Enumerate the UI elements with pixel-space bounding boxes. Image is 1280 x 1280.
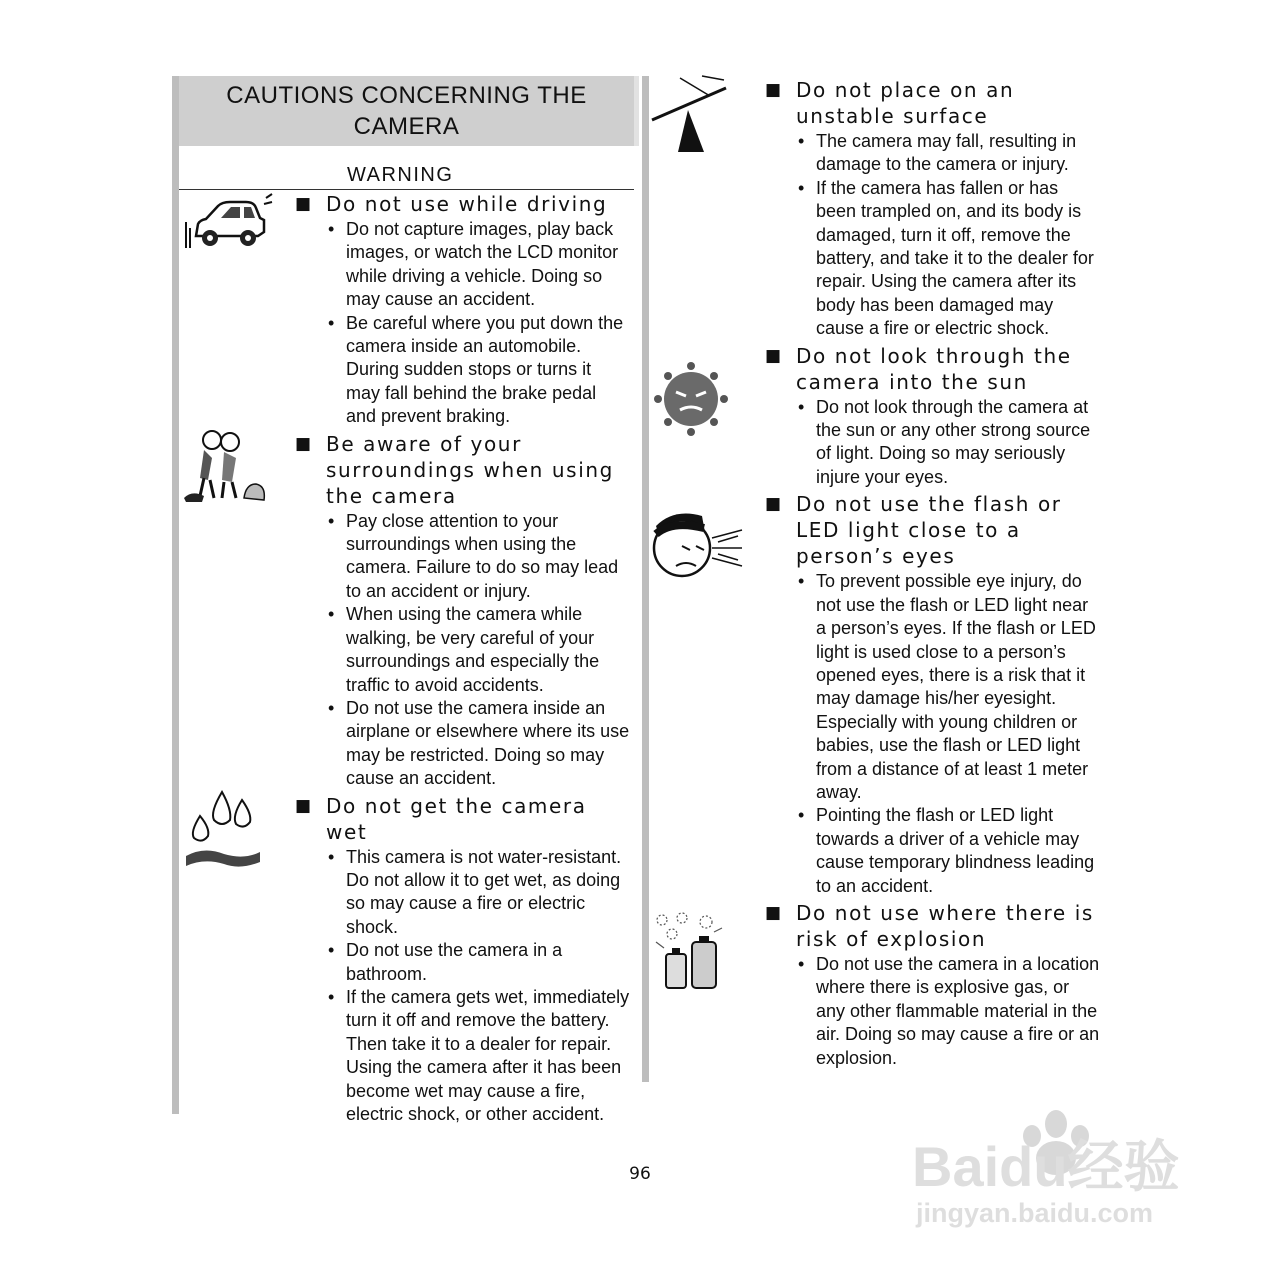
bullet-item: • Do not look through the camera at the sun or any other strong source of light. Doing so may seriously injure your eyes. [796, 396, 1102, 490]
baidu-watermark-logo [906, 1094, 1206, 1234]
bullet-item: • The camera may fall, resulting in damage to the camera or injury. [796, 130, 1102, 177]
page-title: CAUTIONS CONCERNING THE CAMERA [179, 76, 639, 146]
bullet-item: • To prevent possible eye injury, do not use the flash or LED light near a person’s eyes. If the flash or LED light is used close to a person’s opened eyes, there is a risk that it may damage his/her eyesight. Especially with young children or babies, use the flash or LED light from a distance of at least 1 meter away. [796, 570, 1102, 804]
seesaw-icon [650, 74, 730, 154]
sun-icon [654, 362, 728, 436]
section-heading: ■ Do not use while driving [295, 192, 608, 216]
bullet-item: • Do not capture images, play back images, or watch the LCD monitor while driving a vehicle. Doing so may cause an accident. [326, 218, 630, 312]
bullet-item: • When using the camera while walking, be very careful of your surroundings and especially the traffic to avoid accidents. [326, 603, 630, 697]
bullet-item: • Do not use the camera in a bathroom. [326, 939, 630, 986]
svg-text:jingyan.baidu.com: jingyan.baidu.com [916, 1198, 1154, 1228]
page-number: 96 [629, 1164, 651, 1184]
section-heading: ■ Be aware of your surroundings when using the camera [295, 431, 614, 508]
middle-column-bar [642, 76, 649, 1082]
section-heading: ■ Do not use where there is risk of explosion [765, 900, 1094, 951]
svg-text:Baidu经验: Baidu经验 [912, 1135, 1180, 1198]
left-column [292, 191, 630, 1128]
caution-section [762, 900, 1102, 1070]
caution-section [292, 191, 630, 429]
pedestrians-icon [182, 428, 267, 504]
bullet-item: • Be careful where you put down the camera inside an automobile. During sudden stops or turns it may fall behind the brake pedal and prevent braking. [326, 312, 630, 429]
warning-divider [179, 189, 634, 190]
caution-section [762, 491, 1102, 898]
bullet-item: • Pay close attention to your surroundings when using the camera. Failure to do so may lead to an accident or injury. [326, 510, 630, 604]
bullet-item: • If the camera gets wet, immediately turn it off and remove the battery. Then take it to a dealer for repair. Using the camera after it has been become wet may cause a fire, electric shock, or other accident. [326, 986, 630, 1126]
caution-section [292, 431, 630, 791]
warning-label: WARNING [347, 164, 454, 186]
caution-section [762, 343, 1102, 490]
right-column [762, 77, 1102, 1072]
bullet-item: • Do not use the camera inside an airplane or elsewhere where its use may be restricted. Doing so may cause an accident. [326, 697, 630, 791]
water-drops-icon [184, 786, 264, 870]
left-column-bar [172, 76, 179, 1114]
caution-section [762, 77, 1102, 341]
caution-section [292, 793, 630, 1127]
section-heading: ■ Do not use the flash or LED light close to a person’s eyes [765, 492, 1062, 569]
section-heading: ■ Do not get the camera wet [295, 793, 587, 844]
bullet-item: • Pointing the flash or LED light towards a driver of a vehicle may cause temporary blindness leading to an accident. [796, 804, 1102, 898]
bullet-item: • Do not use the camera in a location where there is explosive gas, or any other flammable material in the air. Doing so may cause a fire or an explosion. [796, 953, 1102, 1070]
car-icon [184, 192, 274, 254]
face-flash-icon [650, 508, 744, 582]
section-heading: ■ Do not place on an unstable surface [765, 78, 1015, 128]
gas-cans-icon [652, 912, 724, 990]
section-heading: ■ Do not look through the camera into the sun [765, 343, 1072, 394]
bullet-item: • This camera is not water-resistant. Do not allow it to get wet, as doing so may cause a fire or electric shock. [326, 846, 630, 940]
bullet-item: • If the camera has fallen or has been trampled on, and its body is damaged, turn it off, remove the battery, and take it to the dealer for repair. Using the camera after its body has been damaged may cause a fire or electric shock. [796, 177, 1102, 341]
